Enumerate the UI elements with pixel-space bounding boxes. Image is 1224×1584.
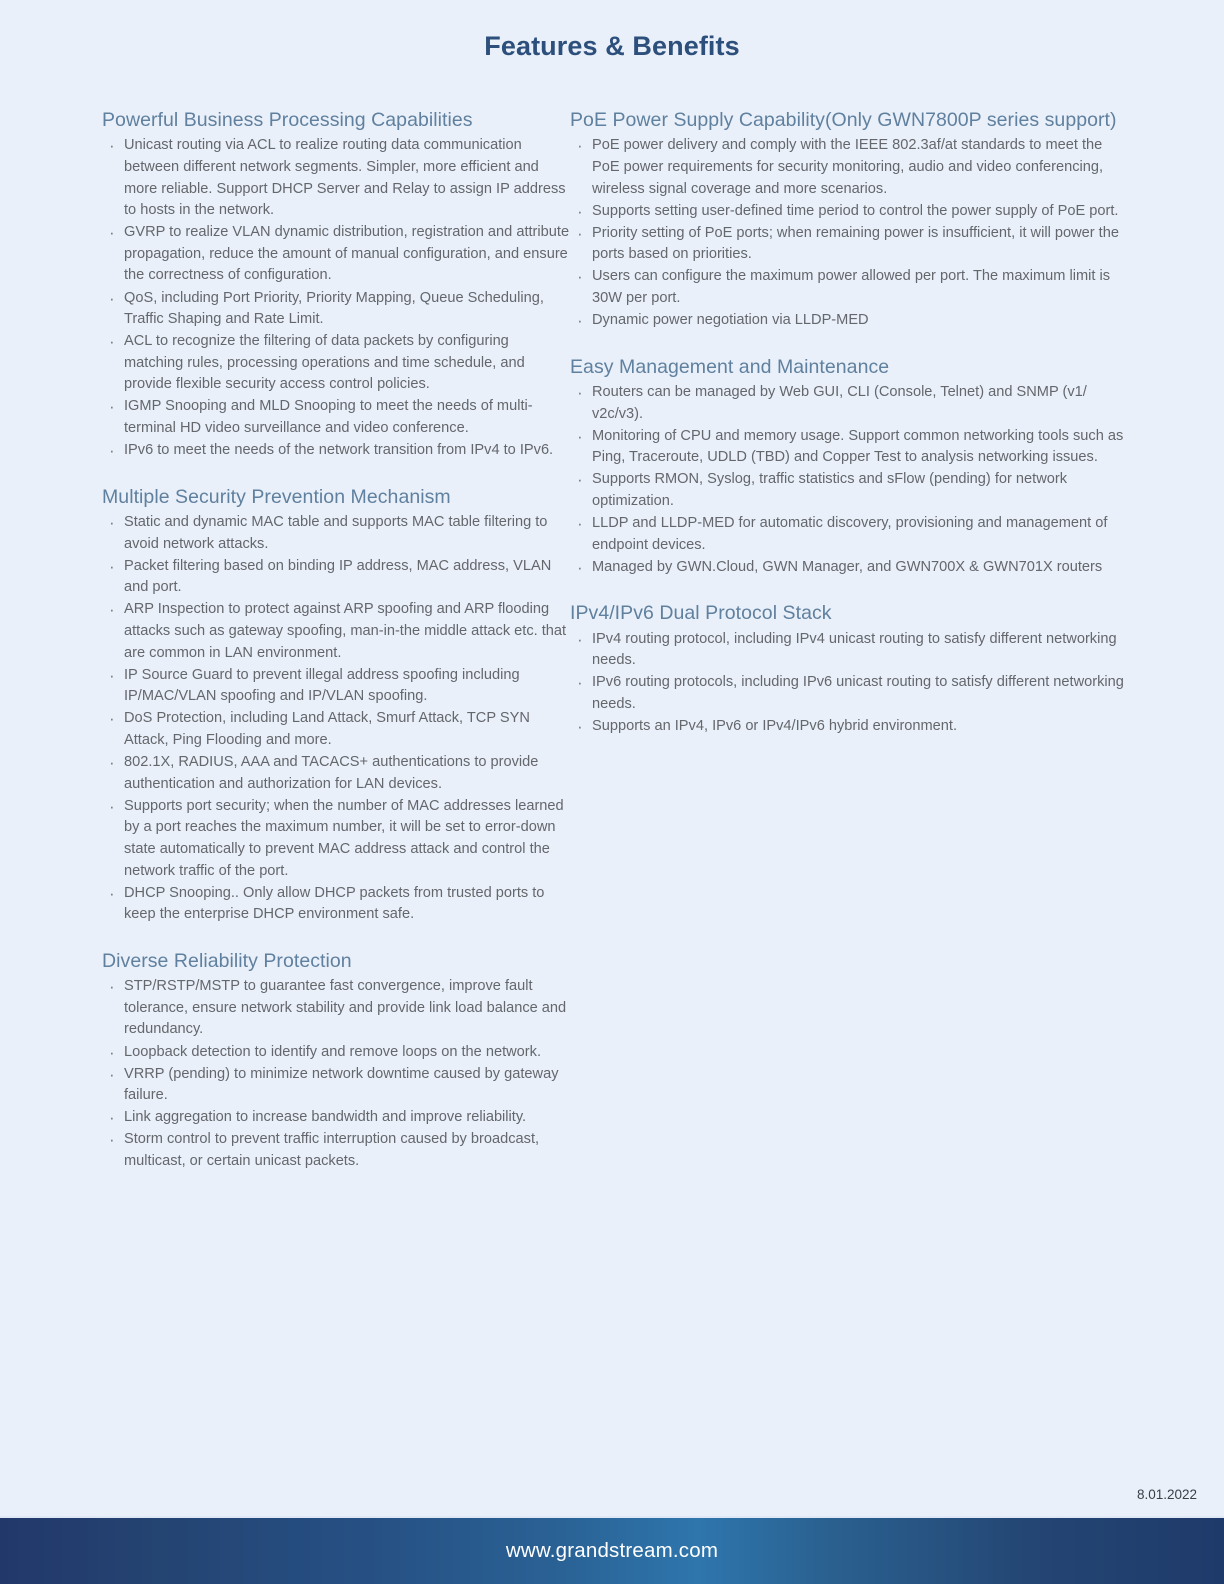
list-item: · Packet filtering based on binding IP address, MAC address, VLAN and port. [102, 556, 570, 599]
document-date: 8.01.2022 [1136, 1487, 1197, 1502]
list-item: · IGMP Snooping and MLD Snooping to meet the needs of multi-terminal HD video surveillance and video conference. [102, 396, 570, 439]
left-column [0, 108, 570, 1173]
list-item: · IP Source Guard to prevent illegal address spoofing including IP/MAC/VLAN spoofing and IP/VLAN spoofing. [102, 665, 570, 708]
list-item: · QoS, including Port Priority, Priority Mapping, Queue Scheduling, Traffic Shaping and Rate Limit. [102, 288, 570, 331]
footer-bar [0, 1518, 1224, 1584]
section-diverse-reliability-protection [102, 949, 570, 1173]
bullet-list [570, 135, 1130, 331]
list-item: · Routers can be managed by Web GUI, CLI (Console, Telnet) and SNMP (v1/ v2c/v3). [570, 382, 1130, 425]
section-heading: Multiple Security Prevention Mechanism [102, 485, 451, 508]
list-item: · Storm control to prevent traffic interruption caused by broadcast, multicast, or certain unicast packets. [102, 1129, 570, 1172]
section-heading: Powerful Business Processing Capabilities [102, 109, 473, 131]
section-powerful-business-processing-capabilities [102, 108, 570, 462]
page-title: Features & Benefits [484, 31, 740, 61]
section-ipv4-ipv6-dual-protocol-stack [570, 601, 1130, 737]
list-item: · Managed by GWN.Cloud, GWN Manager, and GWN700X & GWN701X routers [570, 557, 1130, 579]
list-item: · Loopback detection to identify and remove loops on the network. [102, 1042, 570, 1064]
bullet-list [102, 135, 570, 461]
bullet-list [102, 512, 570, 926]
list-item: · IPv4 routing protocol, including IPv4 unicast routing to satisfy different networking needs. [570, 629, 1130, 672]
list-item: · LLDP and LLDP-MED for automatic discovery, provisioning and management of endpoint devices. [570, 513, 1130, 556]
list-item: · ACL to recognize the filtering of data packets by configuring matching rules, processing operations and time schedule, and provide flexible security access control policies. [102, 331, 570, 396]
list-item: · PoE power delivery and comply with the IEEE 802.3af/at standards to meet the PoE power requirements for security monitoring, audio and video conferencing, wireless signal coverage and more scenarios. [570, 135, 1130, 200]
section-heading: Easy Management and Maintenance [570, 355, 890, 378]
list-item: · GVRP to realize VLAN dynamic distribution, registration and attribute propagation, reduce the amount of manual configuration, and ensure the correctness of configuration. [102, 222, 570, 287]
bullet-list [570, 382, 1130, 578]
list-item: · STP/RSTP/MSTP to guarantee fast convergence, improve fault tolerance, ensure network stability and provide link load balance and redundancy. [102, 976, 570, 1041]
bullet-list [570, 629, 1130, 738]
website-url[interactable]: www.grandstream.com [505, 1539, 719, 1562]
list-item: · Supports RMON, Syslog, traffic statistics and sFlow (pending) for network optimization. [570, 469, 1130, 512]
list-item: · Dynamic power negotiation via LLDP-MED [570, 310, 1130, 332]
list-item: · Priority setting of PoE ports; when remaining power is insufficient, it will power the ports based on priorities. [570, 223, 1130, 266]
section-poe-power-supply-capability [570, 108, 1130, 332]
list-item: · Supports setting user-defined time period to control the power supply of PoE port. [570, 201, 1130, 223]
section-heading: PoE Power Supply Capability(Only GWN7800P series support) [570, 109, 1117, 131]
list-item: · Static and dynamic MAC table and supports MAC table filtering to avoid network attacks. [102, 512, 570, 555]
list-item: · VRRP (pending) to minimize network downtime caused by gateway failure. [102, 1064, 570, 1107]
list-item: · 802.1X, RADIUS, AAA and TACACS+ authentications to provide authentication and authorization for LAN devices. [102, 752, 570, 795]
list-item: · DHCP Snooping.. Only allow DHCP packets from trusted ports to keep the enterprise DHCP environment safe. [102, 883, 570, 926]
section-heading: IPv4/IPv6 Dual Protocol Stack [570, 602, 832, 625]
content-columns [0, 108, 1224, 1173]
list-item: · Monitoring of CPU and memory usage. Support common networking tools such as Ping, Traceroute, UDLD (TBD) and Copper Test to analysis networking issues. [570, 426, 1130, 469]
list-item: · Supports an IPv4, IPv6 or IPv4/IPv6 hybrid environment. [570, 716, 1130, 738]
section-multiple-security-prevention-mechanism [102, 485, 570, 926]
right-column [570, 108, 1130, 1173]
list-item: · Users can configure the maximum power allowed per port. The maximum limit is 30W per port. [570, 266, 1130, 309]
list-item: · IPv6 to meet the needs of the network transition from IPv4 to IPv6. [102, 440, 570, 462]
section-heading: Diverse Reliability Protection [102, 949, 352, 972]
list-item: · IPv6 routing protocols, including IPv6 unicast routing to satisfy different networking needs. [570, 672, 1130, 715]
list-item: · Supports port security; when the number of MAC addresses learned by a port reaches the maximum number, it will be set to error-down state automatically to prevent MAC address attack and control the network traffic of the port. [102, 796, 570, 882]
list-item: · ARP Inspection to protect against ARP spoofing and ARP flooding attacks such as gateway spoofing, man-in-the middle attack etc. that are common in LAN environment. [102, 599, 570, 664]
section-easy-management-and-maintenance [570, 355, 1130, 579]
bullet-list [102, 976, 570, 1172]
list-item: · DoS Protection, including Land Attack, Smurf Attack, TCP SYN Attack, Ping Flooding and more. [102, 708, 570, 751]
list-item: · Link aggregation to increase bandwidth and improve reliability. [102, 1107, 570, 1129]
list-item: · Unicast routing via ACL to realize routing data communication between different network segments. Simpler, more efficient and more reliable. Support DHCP Server and Relay to assign IP address to hosts in the network. [102, 135, 570, 221]
